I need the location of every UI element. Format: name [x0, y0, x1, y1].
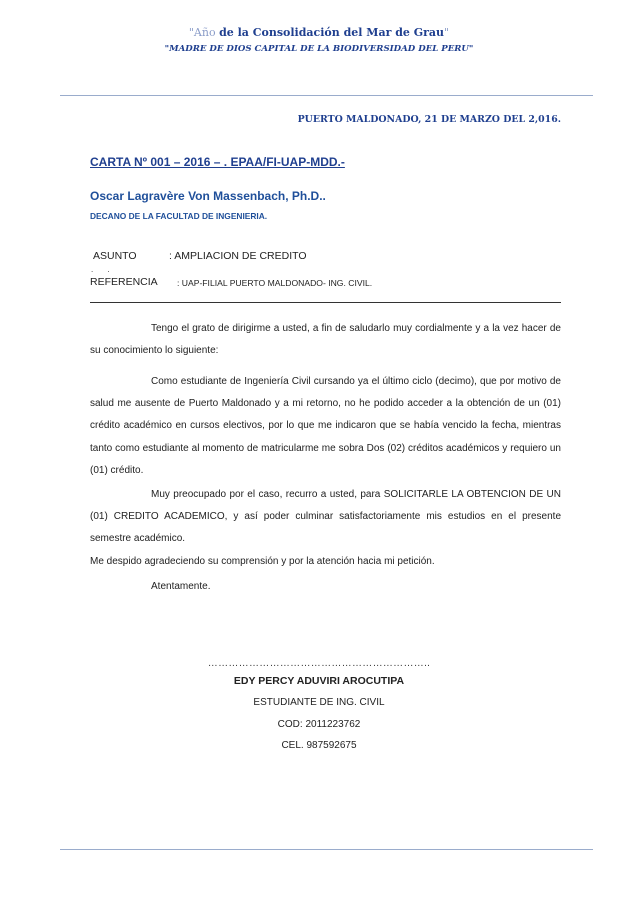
asunto-value: : AMPLIACION DE CREDITO — [169, 250, 307, 262]
recipient-position: DECANO DE LA FACULTAD DE INGENIERIA. — [90, 211, 268, 221]
paragraph-request — [90, 484, 561, 573]
paragraph-situation-text: Como estudiante de Ingeniería Civil cursando ya el último ciclo (decimo), que por motivo de salud me ausente de Puerto Maldonado y a mi retorno, no he podido acceder a la obtención de un (01) crédito académico en cursos electivos, por lo que me indicaron que se había vencido la fecha, mientras tanto como estudiante al momento de matricularme me sobra Dos (02) créditos académicos y requiero un (01) crédito. — [90, 376, 561, 476]
header-divider — [60, 95, 593, 96]
paragraph-farewell-text: Me despido agradeciendo su comprensión y por la atención hacia mi petición. — [90, 555, 435, 567]
year-suffix: " — [444, 26, 450, 39]
recipient-name: Oscar Lagravère Von Massenbach, Ph.D.. — [90, 189, 326, 203]
year-header — [0, 26, 638, 39]
motto-header: "MADRE DE DIOS CAPITAL DE LA BIODIVERSIDAD DEL PERU" — [164, 44, 474, 54]
referencia-label: REFERENCIA — [90, 276, 158, 288]
referencia-value: : UAP-FILIAL PUERTO MALDONADO- ING. CIVIL. — [177, 278, 373, 288]
signer-phone: CEL. 987592675 — [281, 740, 357, 751]
asunto-label: ASUNTO — [93, 250, 137, 262]
footer-divider — [60, 849, 593, 850]
paragraph-request-text: Muy preocupado por el caso, recurro a usted, para SOLICITARLE LA OBTENCION DE UN (01) CREDITO ACADEMICO, y así poder culminar satisfactoriamente mis estudios en el presente semestre académico. — [90, 489, 561, 545]
signer-role: ESTUDIANTE DE ING. CIVIL — [253, 697, 385, 708]
paragraph-greeting-text: Tengo el grato de dirigirme a usted, a fin de saludarlo muy cordialmente y a la vez hacer de su conocimiento lo siguiente: — [90, 323, 561, 357]
signer-code: COD: 2011223762 — [277, 719, 361, 730]
subject-divider — [90, 302, 561, 303]
year-prefix: "Año — [188, 26, 220, 39]
letter-date: PUERTO MALDONADO, 21 DE MARZO DEL 2,016. — [297, 114, 561, 125]
signer-name: EDY PERCY ADUVIRI AROCUTIPA — [233, 675, 405, 687]
signature-line: ……………………………………………………….. — [207, 658, 431, 669]
paragraph-situation — [90, 371, 561, 482]
year-title: de la Consolidación del Mar de Grau — [219, 26, 445, 39]
paragraph-greeting — [90, 318, 561, 362]
closing-text: Atentamente. — [151, 581, 211, 592]
letter-title: CARTA Nº 001 – 2016 – . EPAA/FI-UAP-MDD.- — [90, 155, 345, 169]
dots-mark: . . — [91, 265, 116, 274]
